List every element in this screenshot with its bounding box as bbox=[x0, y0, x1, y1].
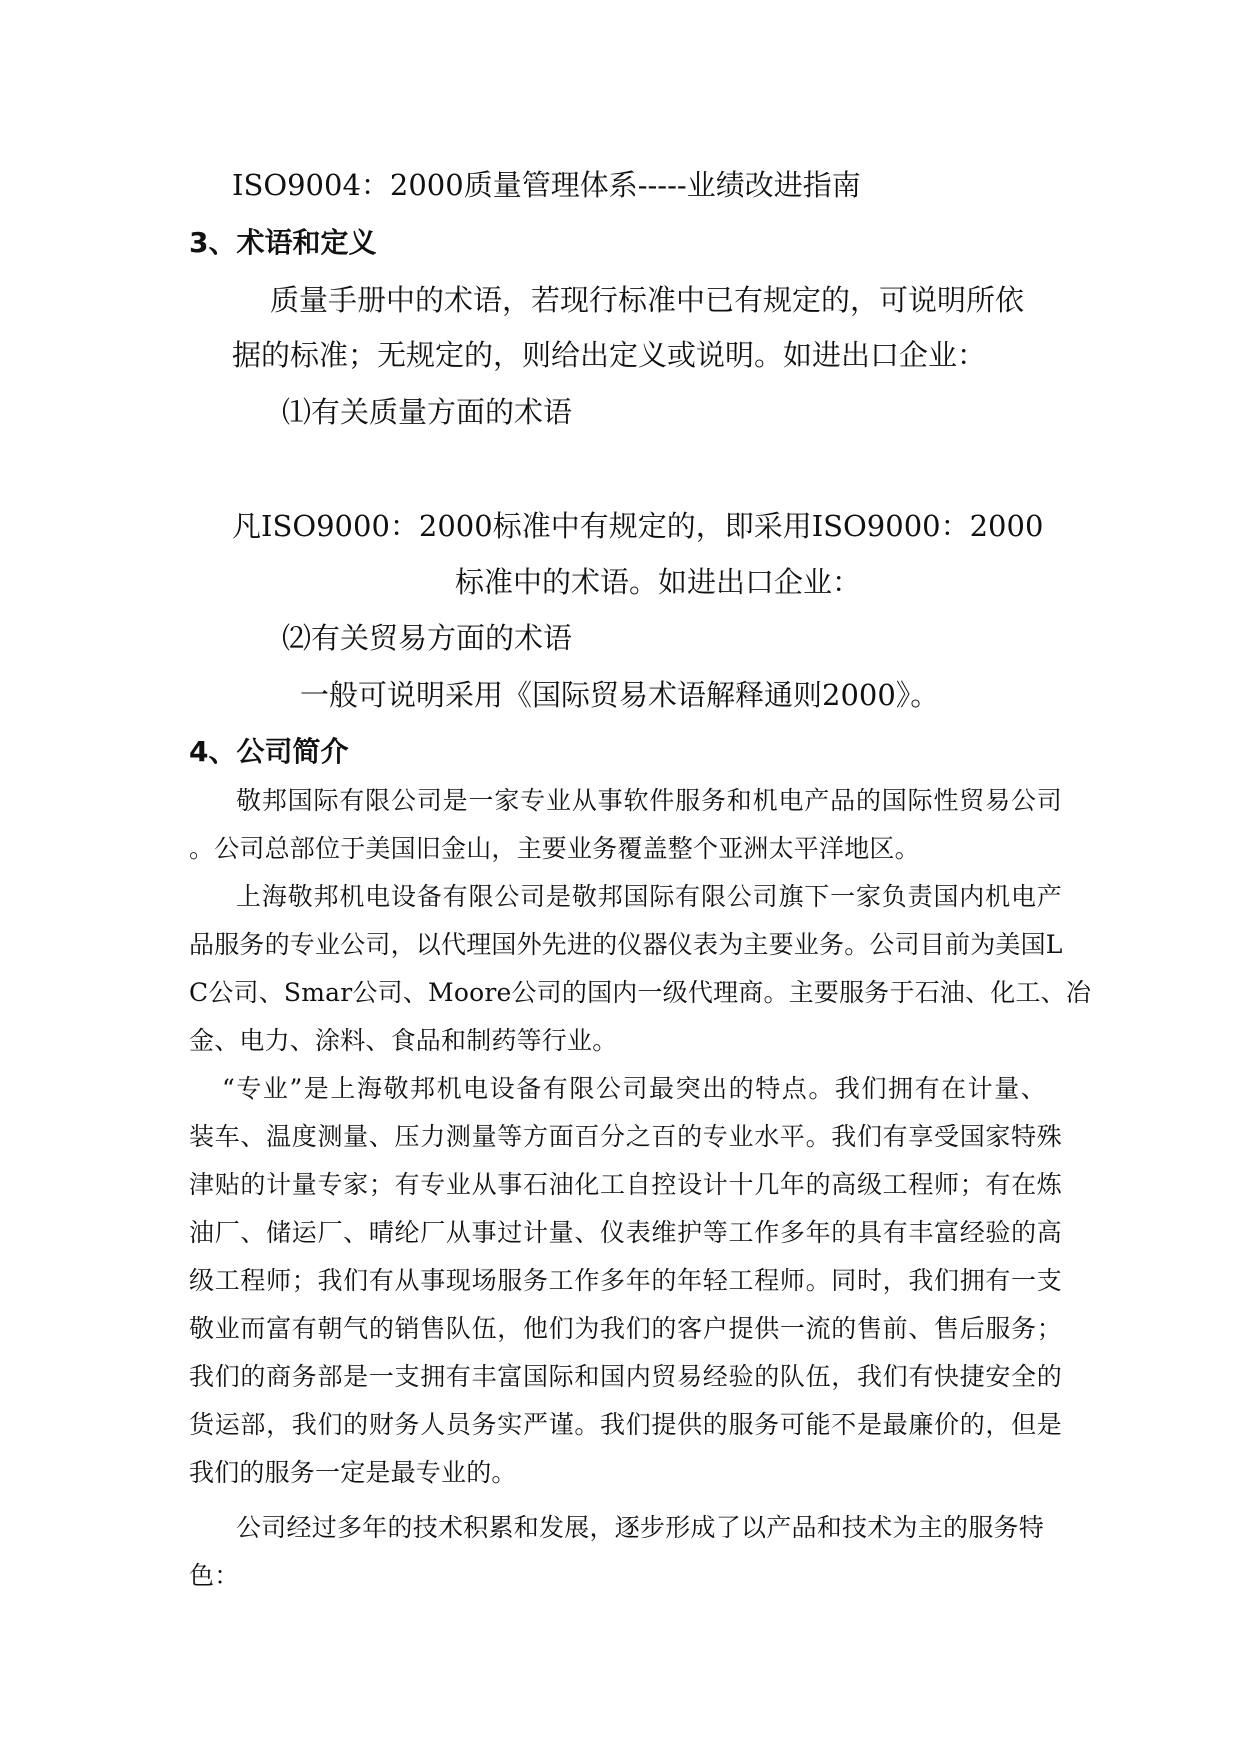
section-3-intro-line-1: 质量手册中的术语，若现行标准中已有规定的，可说明所依 bbox=[270, 283, 1025, 317]
section-4-heading: 4、公司简介 bbox=[189, 735, 349, 768]
section-3-item-1: ⑴有关质量方面的术语 bbox=[282, 395, 573, 429]
section-3-item-2-body: 一般可说明采用《国际贸易术语解释通则2000》。 bbox=[300, 678, 940, 712]
section-4-paragraph-4-line-1: 公司经过多年的技术积累和发展，逐步形成了以产品和技术为主的服务特 bbox=[236, 1513, 1044, 1542]
section-3-item-1-body-line-2: 标准中的术语。如进出口企业： bbox=[455, 565, 862, 599]
section-4-paragraph-3-line-9: 我们的服务一定是最专业的。 bbox=[189, 1458, 517, 1487]
section-4-paragraph-3-line-1: “专业”是上海敬邦机电设备有限公司最突出的特点。我们拥有在计量、 bbox=[222, 1074, 1046, 1103]
section-4-paragraph-3-line-4: 油厂、储运厂、晴纶厂从事过计量、仪表维护等工作多年的具有丰富经验的高 bbox=[189, 1218, 1062, 1247]
section-3-heading: 3、术语和定义 bbox=[189, 226, 377, 259]
section-4-paragraph-2-line-1: 上海敬邦机电设备有限公司是敬邦国际有限公司旗下一家负责国内机电产 bbox=[236, 882, 1062, 911]
section-3-item-2: ⑵有关贸易方面的术语 bbox=[282, 621, 573, 655]
section-3-intro-line-2: 据的标准；无规定的，则给出定义或说明。如进出口企业： bbox=[232, 338, 987, 372]
section-4-paragraph-2-line-2: 品服务的专业公司，以代理国外先进的仪器仪表为主要业务。公司目前为美国L bbox=[189, 930, 1063, 959]
reference-standard-line: ISO9004：2000质量管理体系-----业绩改进指南 bbox=[232, 168, 861, 202]
section-4-paragraph-3-line-6: 敬业而富有朝气的销售队伍，他们为我们的客户提供一流的售前、售后服务； bbox=[189, 1314, 1062, 1343]
section-4-paragraph-3-line-7: 我们的商务部是一支拥有丰富国际和国内贸易经验的队伍，我们有快捷安全的 bbox=[189, 1362, 1062, 1391]
section-4-paragraph-1-line-1: 敬邦国际有限公司是一家专业从事软件服务和机电产品的国际性贸易公司 bbox=[236, 786, 1062, 815]
section-4-paragraph-1-line-2: 。公司总部位于美国旧金山，主要业务覆盖整个亚洲太平洋地区。 bbox=[189, 834, 920, 863]
section-4-paragraph-3-line-5: 级工程师；我们有从事现场服务工作多年的年轻工程师。同时，我们拥有一支 bbox=[189, 1266, 1062, 1295]
section-3-item-1-body-line-1: 凡ISO9000：2000标准中有规定的，即采用ISO9000：2000 bbox=[232, 509, 1044, 543]
section-4-paragraph-2-line-4: 金、电力、涂料、食品和制药等行业。 bbox=[189, 1026, 618, 1055]
section-4-paragraph-2-line-3: C公司、Smar公司、Moore公司的国内一级代理商。主要服务于石油、化工、冶 bbox=[189, 978, 1092, 1007]
section-4-paragraph-3-line-2: 装车、温度测量、压力测量等方面百分之百的专业水平。我们有享受国家特殊 bbox=[189, 1122, 1062, 1151]
section-4-paragraph-4-line-2: 色： bbox=[189, 1561, 240, 1590]
section-4-paragraph-3-line-3: 津贴的计量专家；有专业从事石油化工自控设计十几年的高级工程师；有在炼 bbox=[189, 1170, 1062, 1199]
section-4-paragraph-3-line-8: 货运部，我们的财务人员务实严谨。我们提供的服务可能不是最廉价的，但是 bbox=[189, 1410, 1062, 1439]
